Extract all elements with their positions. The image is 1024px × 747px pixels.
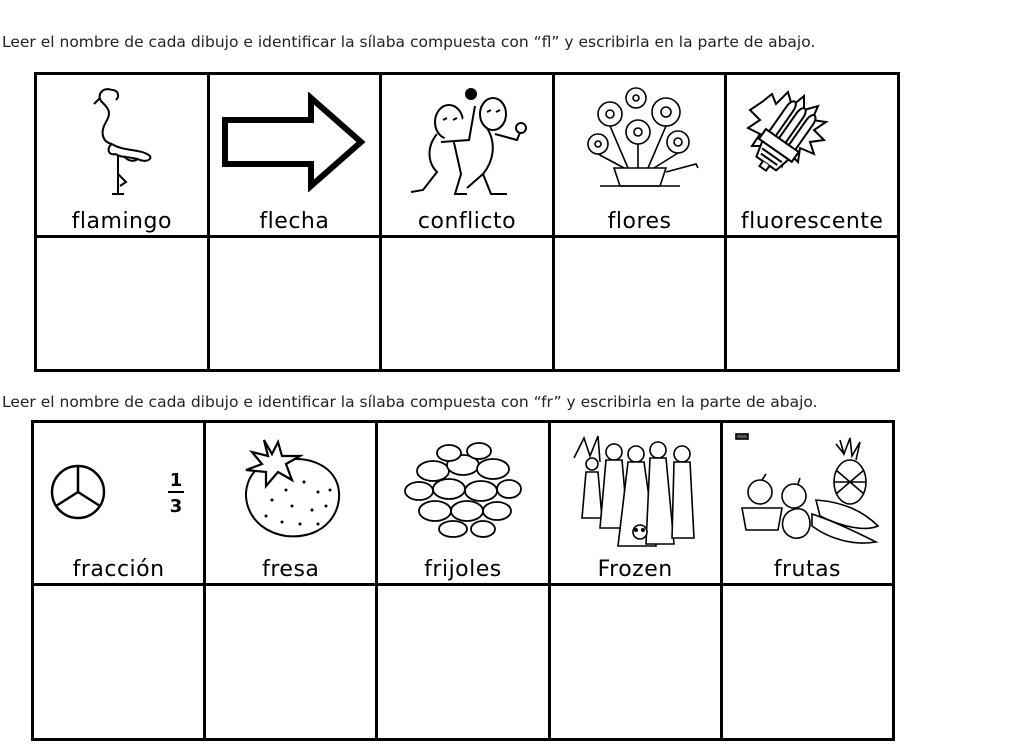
writing-row — [36, 237, 899, 371]
picture-cell — [726, 74, 899, 237]
picture-cell — [721, 422, 893, 585]
fluorescent-bulb-icon — [727, 81, 897, 203]
word-label: Frozen — [597, 557, 673, 582]
picture-cell — [377, 422, 549, 585]
fruits-icon — [723, 429, 892, 551]
flowers-icon — [555, 81, 725, 203]
beans-icon — [378, 429, 547, 551]
instruction-fr: Leer el nombre de cada dibujo e identificar la sílaba compuesta con “fr” y escribirla en la parte de abajo. — [2, 393, 818, 411]
writing-cell[interactable] — [381, 237, 554, 371]
fraction-denominator: 3 — [169, 496, 182, 517]
picture-cell — [553, 74, 726, 237]
picture-cell — [205, 422, 377, 585]
picture-cell — [33, 422, 205, 585]
word-label: frutas — [773, 557, 842, 582]
writing-cell[interactable] — [205, 585, 377, 740]
worksheet-table-fl — [34, 72, 900, 372]
writing-cell[interactable] — [208, 237, 381, 371]
frozen-characters-icon — [551, 429, 720, 551]
picture-row — [36, 74, 899, 237]
word-label: conflicto — [417, 209, 517, 234]
picture-cell — [549, 422, 721, 585]
writing-cell[interactable] — [553, 237, 726, 371]
flamingo-icon — [37, 81, 207, 203]
writing-cell[interactable] — [721, 585, 893, 740]
word-label: flecha — [259, 209, 330, 234]
picture-cell — [208, 74, 381, 237]
picture-cell — [36, 74, 209, 237]
fighting-figures-icon — [382, 81, 552, 203]
writing-cell[interactable] — [33, 585, 205, 740]
instruction-fl: Leer el nombre de cada dibujo e identificar la sílaba compuesta con “fl” y escribirla en la parte de abajo. — [2, 33, 816, 51]
fraction-circle-icon — [34, 429, 203, 551]
picture-row — [33, 422, 894, 585]
word-label: fresa — [262, 557, 320, 582]
word-label: flores — [607, 209, 672, 234]
strawberry-icon — [206, 429, 375, 551]
word-label: fracción — [72, 557, 165, 582]
picture-cell — [381, 74, 554, 237]
writing-cell[interactable] — [377, 585, 549, 740]
word-label: flamingo — [71, 209, 172, 234]
word-label: fluorescente — [740, 209, 884, 234]
writing-cell[interactable] — [36, 237, 209, 371]
arrow-icon — [210, 81, 380, 203]
writing-cell[interactable] — [549, 585, 721, 740]
word-label: frijoles — [424, 557, 502, 582]
fraction-numerator: 1 — [169, 470, 182, 491]
worksheet-table-fr — [31, 420, 895, 741]
writing-cell[interactable] — [726, 237, 899, 371]
writing-row — [33, 585, 894, 740]
